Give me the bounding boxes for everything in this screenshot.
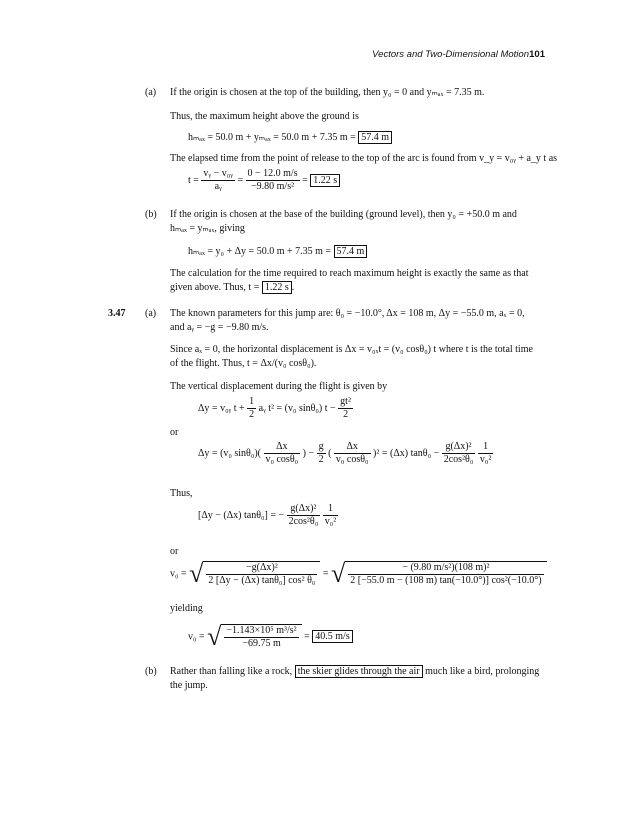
part-a-label: (a) (145, 87, 157, 98)
running-header-title: Vectors and Two-Dimensional Motion (372, 49, 529, 60)
sqrt-sign-3: √ (207, 622, 222, 651)
eq6-frac1 (206, 562, 317, 587)
page-number: 101 (529, 49, 545, 60)
hmax-equation (188, 131, 392, 144)
eq5-frac2-den: v₀² (324, 516, 337, 527)
eq4-frac1-num: Δx (264, 441, 301, 454)
time-eq-frac2-den: −9.80 m/s² (251, 181, 295, 192)
problem-b-line1-pre: Rather than falling like a rock, (170, 666, 293, 677)
eq5-frac1 (287, 503, 321, 528)
eq4-frac1-den: v₀ cosθ₀ (265, 454, 299, 465)
time-eq-mid: = (237, 174, 243, 186)
eq4-g-num: g (318, 441, 324, 452)
part-b-line4-text: given above. Thus, t = (170, 282, 260, 293)
part-a-line3: The elapsed time from the point of release to the top of the arc is found from v_y = v₀ᵧ + a_y t as (170, 153, 558, 164)
eq6-frac2-num: − (9.80 m/s²)(108 m)² (348, 562, 543, 575)
part-b-line4 (170, 281, 294, 294)
time-eq-frac1-num: vᵧ − v₀ᵧ (203, 168, 233, 179)
time-eq-eq: = (302, 174, 308, 186)
or-text-1: or (170, 427, 179, 438)
part-b-time-box: 1.22 s (262, 281, 292, 294)
eq4-g-den: 2 (318, 454, 324, 465)
eq6-lhs: v₀ = (170, 568, 187, 580)
eq4-frac4-den: v₀² (479, 454, 492, 465)
sqrt-sign-1: √ (189, 559, 204, 588)
eq6-sqrt2 (345, 561, 546, 587)
eq7-frac-den: −69.75 m (242, 638, 281, 649)
part-b-eq-text: hₘₐₓ = y₀ + Δy = 50.0 m + 7.35 m = (188, 246, 332, 257)
eq4-frac2 (334, 441, 371, 466)
eq4-part-d: )² = (Δx) tanθ₀ − (373, 447, 440, 459)
eq7-sqrt (221, 624, 301, 650)
rearranged-eq (198, 503, 338, 528)
problem-a-line1: The known parameters for this jump are: θ₀ = −10.0°, Δx = 108 m, Δy = −55.0 m, aₓ = 0, (170, 308, 525, 319)
skier-glides-box: the skier glides through the air (295, 665, 423, 678)
eq6-frac1-num: −g(Δx)² (206, 562, 317, 575)
thus-text: Thus, (170, 488, 193, 499)
eq6-frac2-den: 2 [−55.0 m − (108 m) tan(−10.0°)] cos²(−10.0°) (350, 575, 542, 586)
eq4-frac2-num: Δx (334, 441, 371, 454)
time-eq-frac1-den: aᵧ (214, 181, 222, 192)
time-equation (188, 168, 340, 193)
eq4-frac4 (478, 441, 493, 466)
sqrt-sign-2: √ (330, 559, 346, 588)
eq5-frac1-den: 2cos²θ₀ (288, 516, 319, 527)
eq3-part-b: aᵧ t² = (v₀ sinθ₀) t − (258, 402, 336, 414)
eq7-lhs: v₀ = (188, 631, 205, 643)
eq5-part-a: [Δy − (Δx) tanθ₀] = − (198, 509, 285, 521)
eq4-part-c: ( (328, 447, 332, 459)
eq4-frac2-den: v₀ cosθ₀ (335, 454, 369, 465)
part-b-line1: If the origin is chosen at the base of the building (ground level), then y₀ = +50.0 m and (170, 209, 517, 220)
time-eq-frac1 (201, 168, 234, 193)
or-text-2: or (170, 546, 179, 557)
eq4-part-a: Δy = (v₀ sinθ₀)( (198, 447, 261, 459)
eq4-frac4-num: 1 (478, 441, 493, 454)
eq7-eq: = (304, 631, 310, 643)
eq3-half-den: 2 (249, 409, 255, 420)
eq4-g-frac (317, 441, 326, 466)
eq7-frac (224, 625, 298, 650)
eq7-frac-num: −1.143×10⁵ m³/s² (226, 625, 297, 636)
hmax-answer-box: 57.4 m (358, 131, 392, 144)
eq4-frac1 (264, 441, 301, 466)
eq5-frac2 (323, 503, 338, 528)
eq3-half (247, 396, 256, 421)
problem-a-label: (a) (145, 308, 157, 319)
v0-equation (170, 561, 547, 587)
eq5-frac2-num: 1 (323, 503, 338, 516)
running-header (0, 49, 639, 63)
eq3-gt-den: 2 (343, 409, 349, 420)
time-answer-box: 1.22 s (310, 174, 340, 187)
eq6-frac2 (348, 562, 543, 587)
time-eq-frac2 (246, 168, 300, 193)
eq4-frac3-den: 2cos²θ₀ (443, 454, 474, 465)
time-eq-lhs: t = (188, 174, 199, 186)
eq4-frac3 (442, 441, 476, 466)
eq3-gt-frac (338, 396, 353, 421)
eq3-gt-num: gt² (340, 396, 351, 407)
part-b-label: (b) (145, 209, 157, 220)
eq4-part-b: ) − (302, 447, 315, 459)
v0-answer-box: 40.5 m/s (312, 630, 352, 643)
part-a-line2: Thus, the maximum height above the ground is (170, 111, 359, 122)
eq5-frac1-num: g(Δx)² (287, 503, 321, 516)
part-b-answer-box: 57.4 m (334, 245, 368, 258)
problem-b-label: (b) (145, 666, 157, 677)
eq6-mid: = (322, 568, 329, 580)
yielding-text: yielding (170, 603, 203, 614)
eq3-half-num: 1 (249, 396, 255, 407)
part-a-line1: If the origin is chosen at the top of the building, then y₀ = 0 and yₘₐₓ = 7.35 m. (170, 87, 485, 98)
problem-a-line3: Since aₓ = 0, the horizontal displacement is Δx = v₀ₓt = (v₀ cosθ₀) t where t is the total time (170, 344, 533, 355)
eq6-frac1-den: 2 [Δy − (Δx) tanθ₀] cos² θ₀ (208, 575, 316, 586)
problem-b-line1 (170, 665, 539, 678)
problem-b-line1-post: much like a bird, prolonging (425, 666, 540, 677)
part-b-line3: The calculation for the time required to reach maximum height is exactly the same as that (170, 268, 529, 279)
eq4-frac3-num: g(Δx)² (442, 441, 476, 454)
problem-number: 3.47 (108, 308, 126, 319)
v0-result-eq (188, 624, 353, 650)
expanded-displacement-eq (198, 441, 493, 466)
problem-a-line4: of the flight. Thus, t = Δx/(v₀ cosθ₀). (170, 358, 317, 369)
problem-b-line2: the jump. (170, 680, 208, 691)
time-eq-frac2-num: 0 − 12.0 m/s (247, 168, 298, 179)
problem-a-line5: The vertical displacement during the flight is given by (170, 381, 388, 392)
part-b-equation (188, 245, 367, 258)
eq6-sqrt1 (203, 561, 320, 587)
part-b-line4-end: . (291, 282, 295, 293)
vertical-displacement-eq (198, 396, 353, 421)
part-b-line2: hₘₐₓ = yₘₐₓ, giving (170, 223, 245, 234)
hmax-equation-text: hₘₐₓ = 50.0 m + yₘₐₓ = 50.0 m + 7.35 m = (188, 132, 356, 143)
problem-a-line2: and aᵧ = −g = −9.80 m/s. (170, 322, 269, 333)
eq3-part-a: Δy = v₀ᵧ t + (198, 402, 245, 414)
